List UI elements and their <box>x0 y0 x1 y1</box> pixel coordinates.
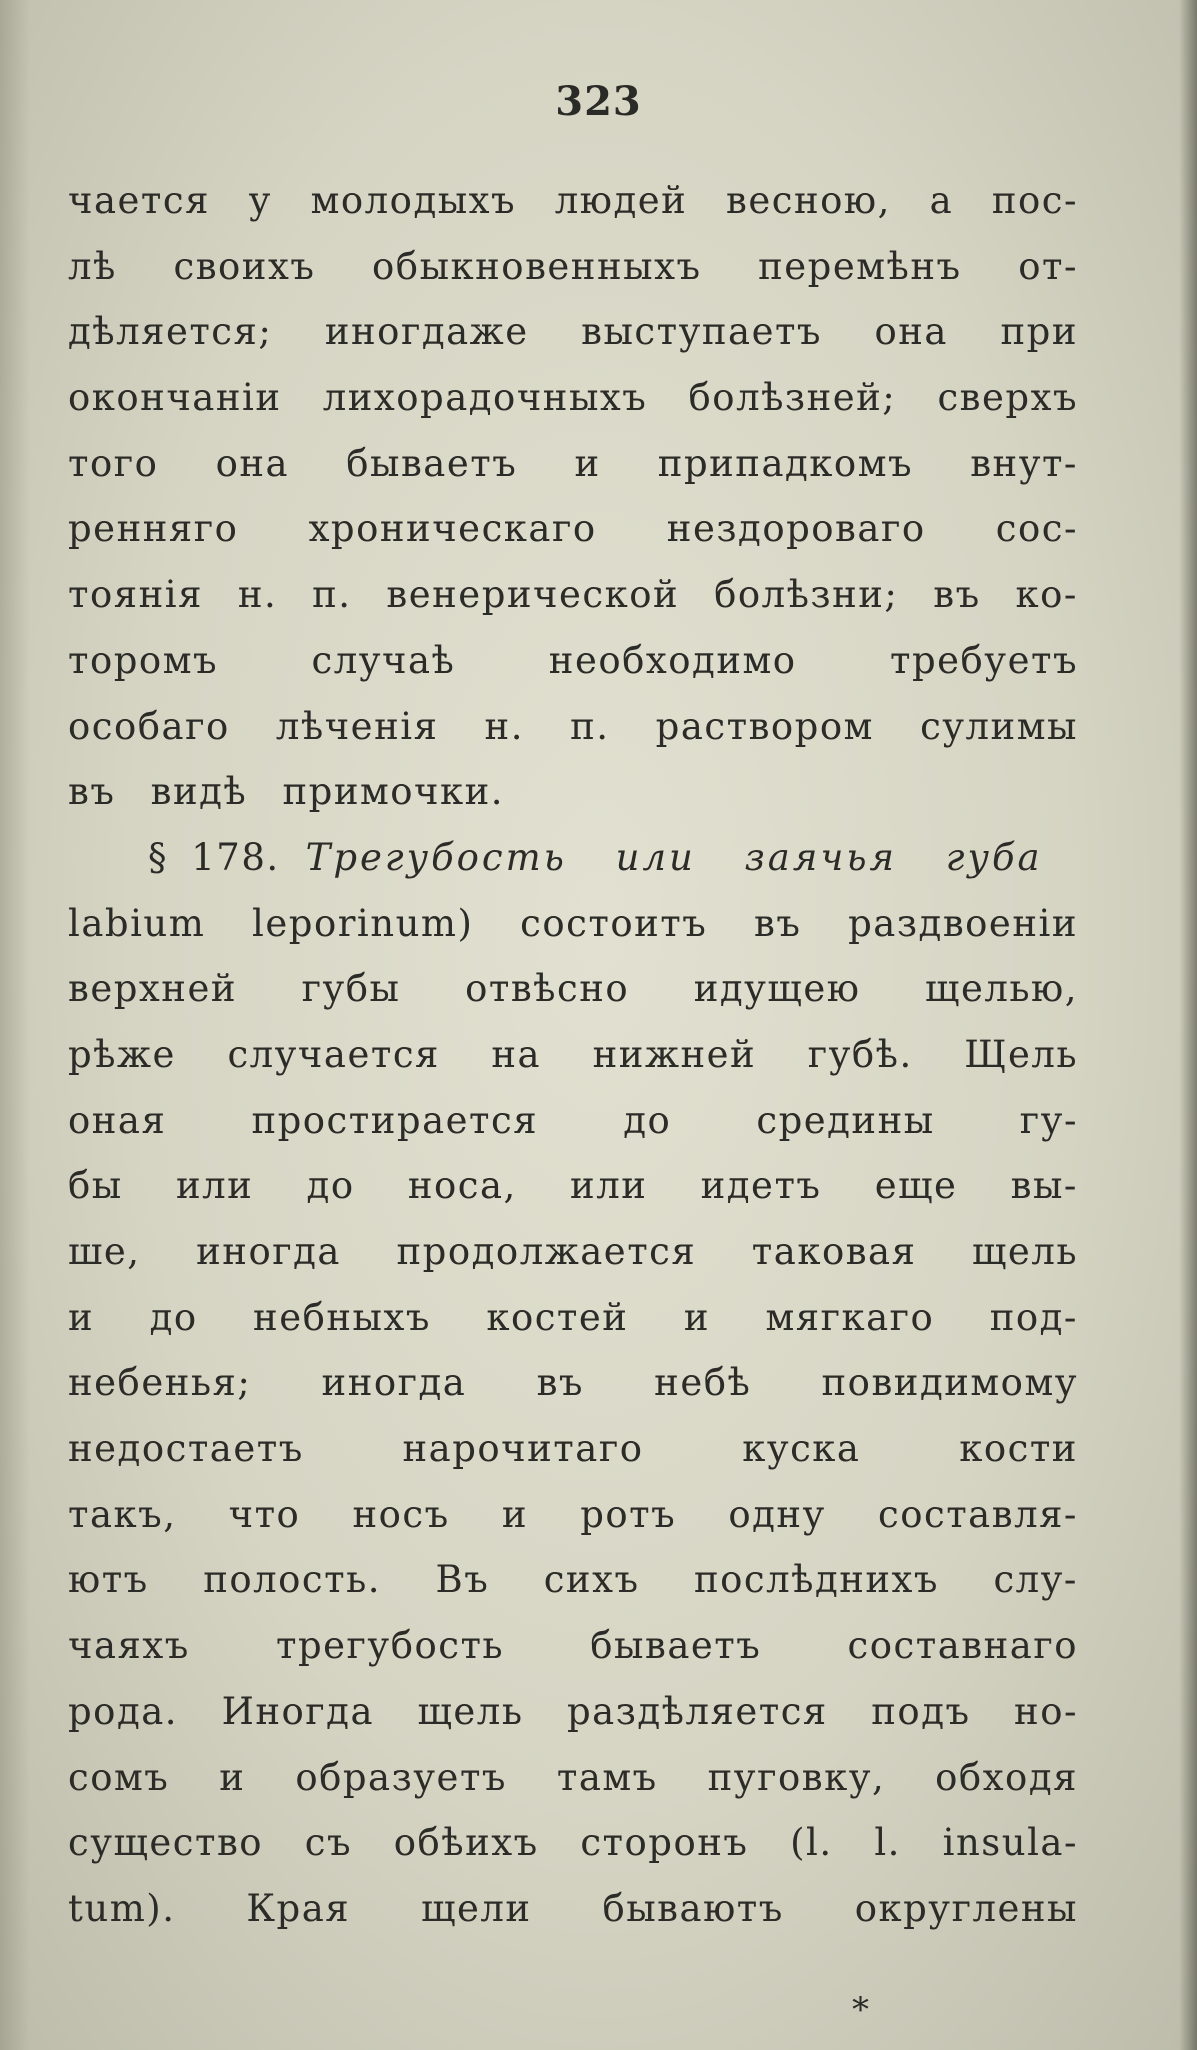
word: необходимо <box>548 638 797 682</box>
word: l. <box>874 1821 901 1865</box>
word: чается <box>68 179 210 222</box>
word: случается <box>227 1032 440 1076</box>
word: округлены <box>854 1886 1078 1930</box>
word: или <box>570 1164 648 1208</box>
text-line <box>68 1482 1078 1548</box>
word: подъ <box>871 1689 971 1733</box>
word: щелью, <box>925 967 1078 1011</box>
text-line <box>68 365 1078 431</box>
text-line <box>68 694 1078 760</box>
word: сулимы <box>920 704 1078 748</box>
word: и <box>683 1295 711 1339</box>
word: повидимому <box>821 1361 1078 1405</box>
word: куска <box>742 1427 861 1471</box>
word: болѣзни; <box>714 573 899 617</box>
word: молодыхъ <box>310 179 517 222</box>
word: бываетъ <box>590 1624 762 1668</box>
word: но- <box>1014 1689 1078 1733</box>
text-line <box>68 1350 1078 1416</box>
word: ше, <box>68 1230 141 1273</box>
word: ренняго <box>68 507 239 551</box>
word: оная <box>68 1098 167 1142</box>
word: до <box>623 1098 672 1142</box>
word: того <box>68 441 159 485</box>
word: под- <box>989 1295 1078 1339</box>
word: перемѣнъ <box>758 244 962 288</box>
word: и <box>501 1492 529 1536</box>
word: пуговку, <box>707 1755 886 1799</box>
word: ротъ <box>580 1492 677 1536</box>
word: а <box>929 179 954 222</box>
word: п. <box>570 704 610 748</box>
word: составнаго <box>847 1624 1078 1668</box>
word: небенья; <box>68 1361 252 1405</box>
word: н. <box>484 704 524 748</box>
word: бываетъ <box>346 441 518 485</box>
word: н. <box>237 573 278 617</box>
word: недостаетъ <box>68 1427 304 1471</box>
word: состоитъ <box>520 901 708 945</box>
word: что <box>228 1492 301 1536</box>
word: сторонъ <box>580 1821 749 1865</box>
word: таковая <box>751 1230 917 1273</box>
word: своихъ <box>173 244 316 288</box>
body-text <box>68 168 1078 1942</box>
text-line <box>68 1613 1078 1679</box>
word: еще <box>874 1164 958 1208</box>
text-line <box>68 431 1078 497</box>
text-line <box>68 234 1078 300</box>
text-line <box>68 628 1078 694</box>
word: губѣ. <box>807 1032 913 1076</box>
word: дѣляется; <box>68 310 273 354</box>
word: лѣ <box>68 244 117 288</box>
word: верхней <box>68 967 237 1011</box>
word: чаяхъ <box>68 1624 190 1668</box>
word: п. <box>312 573 352 617</box>
text-line <box>68 299 1078 365</box>
word: и <box>574 441 601 485</box>
word: нездороваго <box>666 507 926 551</box>
word: простирается <box>251 1098 539 1142</box>
word: иногда <box>196 1230 341 1273</box>
word: требуетъ <box>889 638 1078 682</box>
word: у <box>248 179 272 222</box>
text-line <box>68 1745 1078 1811</box>
text-line <box>68 562 1078 628</box>
word: на <box>491 1032 542 1076</box>
word: отвѣсно <box>465 967 630 1011</box>
word: insula- <box>942 1821 1078 1865</box>
word: небныхъ <box>253 1295 431 1339</box>
text-line <box>68 496 1078 562</box>
page-edge-shadow <box>0 0 30 2050</box>
word: окончаніи <box>68 376 282 420</box>
word: бываютъ <box>602 1886 784 1930</box>
word: идущею <box>693 967 861 1011</box>
text-line <box>68 168 1078 234</box>
word: слу- <box>993 1558 1078 1602</box>
word: сихъ <box>543 1558 640 1602</box>
word: существо <box>68 1821 264 1865</box>
word: tum). <box>68 1886 176 1930</box>
word: нижней <box>592 1032 757 1076</box>
word: бы <box>68 1164 123 1208</box>
text-line <box>68 1022 1078 1088</box>
word: обыкновенныхъ <box>372 244 702 288</box>
word: раствором <box>655 704 874 748</box>
word: при <box>1000 310 1078 354</box>
word: весною, <box>726 179 891 222</box>
word: обѣихъ <box>393 1821 539 1865</box>
word: иногдаже <box>324 310 529 354</box>
word: выступаетъ <box>581 310 822 354</box>
text-line <box>68 1285 1078 1351</box>
word: вы- <box>1010 1164 1078 1208</box>
text-line: въ видѣ примочки. <box>68 770 505 814</box>
word: labium <box>68 901 206 945</box>
page-number: 323 <box>555 78 642 125</box>
word: (l. <box>790 1821 833 1865</box>
word: мягкаго <box>765 1295 935 1339</box>
word: Въ <box>435 1558 490 1602</box>
word: хроническаго <box>308 507 597 551</box>
word: лѣченія <box>275 704 439 748</box>
word: раздвоеніи <box>848 901 1078 945</box>
word: носа, <box>407 1164 517 1208</box>
word: образуетъ <box>295 1755 507 1799</box>
word: венерической <box>386 573 680 617</box>
word: идетъ <box>700 1164 822 1208</box>
word: или <box>175 1164 254 1208</box>
text-line <box>68 1679 1078 1745</box>
word: костей <box>486 1295 629 1339</box>
section-number: § 178. <box>148 835 280 879</box>
word: рода. <box>68 1689 179 1733</box>
word: от- <box>1018 244 1078 288</box>
text-line <box>68 1876 1078 1942</box>
word: трегубость <box>275 1624 505 1668</box>
text-line <box>68 1219 1078 1285</box>
word: щели <box>421 1886 532 1930</box>
word: ютъ <box>68 1558 149 1602</box>
word: одну <box>728 1492 826 1536</box>
word: губы <box>301 967 401 1011</box>
word: полость. <box>203 1558 382 1602</box>
text-line <box>68 1416 1078 1482</box>
word: болѣзней; <box>688 376 897 420</box>
word: и <box>219 1755 246 1799</box>
word: щель <box>417 1689 524 1733</box>
word: случаѣ <box>311 638 456 682</box>
word: носъ <box>352 1492 450 1536</box>
word: она <box>215 441 290 485</box>
word: обходя <box>935 1755 1078 1799</box>
word: въ <box>933 573 981 617</box>
word: сомъ <box>68 1755 170 1799</box>
word: такъ, <box>68 1492 177 1536</box>
word: Иногда <box>221 1689 375 1733</box>
word: рѣже <box>68 1032 176 1076</box>
section-heading-line <box>68 825 1078 891</box>
binding-shadow <box>1179 0 1197 2050</box>
section-term: Трегубость или заячья губа <box>305 835 1043 879</box>
word: сос- <box>995 507 1078 551</box>
word: до <box>306 1164 355 1208</box>
word: Края <box>246 1886 351 1930</box>
word: продолжается <box>396 1230 697 1273</box>
word: небѣ <box>654 1361 752 1405</box>
word: лихорадочныхъ <box>322 376 648 420</box>
word: особаго <box>68 704 230 748</box>
word: leporinum) <box>252 901 474 945</box>
word: тамъ <box>556 1755 658 1799</box>
word: людей <box>554 179 688 222</box>
word: сверхъ <box>937 376 1078 420</box>
word: Щель <box>964 1032 1078 1076</box>
word: пос- <box>991 179 1078 222</box>
text-line <box>68 956 1078 1022</box>
text-line <box>68 1810 1078 1876</box>
text-line <box>68 1153 1078 1219</box>
word: составля- <box>877 1492 1078 1536</box>
word: щель <box>972 1230 1078 1273</box>
word: гу- <box>1019 1098 1078 1142</box>
word: тоянія <box>68 573 203 617</box>
signature-mark: * <box>852 1990 869 2030</box>
word: ко- <box>1015 573 1078 617</box>
word: внут- <box>970 441 1078 485</box>
word: съ <box>304 1821 353 1865</box>
word: нарочитаго <box>402 1427 644 1471</box>
word: раздѣляется <box>566 1689 828 1733</box>
word: она <box>874 310 948 354</box>
word: въ <box>754 901 802 945</box>
text-line <box>68 891 1078 957</box>
word: припадкомъ <box>657 441 914 485</box>
word: иногда <box>321 1361 467 1405</box>
word: торомъ <box>68 638 219 682</box>
word: послѣднихъ <box>693 1558 939 1602</box>
word: и <box>68 1295 95 1339</box>
text-line <box>68 1088 1078 1154</box>
word: до <box>149 1295 198 1339</box>
word: въ <box>536 1361 584 1405</box>
text-line <box>68 1547 1078 1613</box>
word: средины <box>756 1098 935 1142</box>
word: кости <box>959 1427 1078 1471</box>
